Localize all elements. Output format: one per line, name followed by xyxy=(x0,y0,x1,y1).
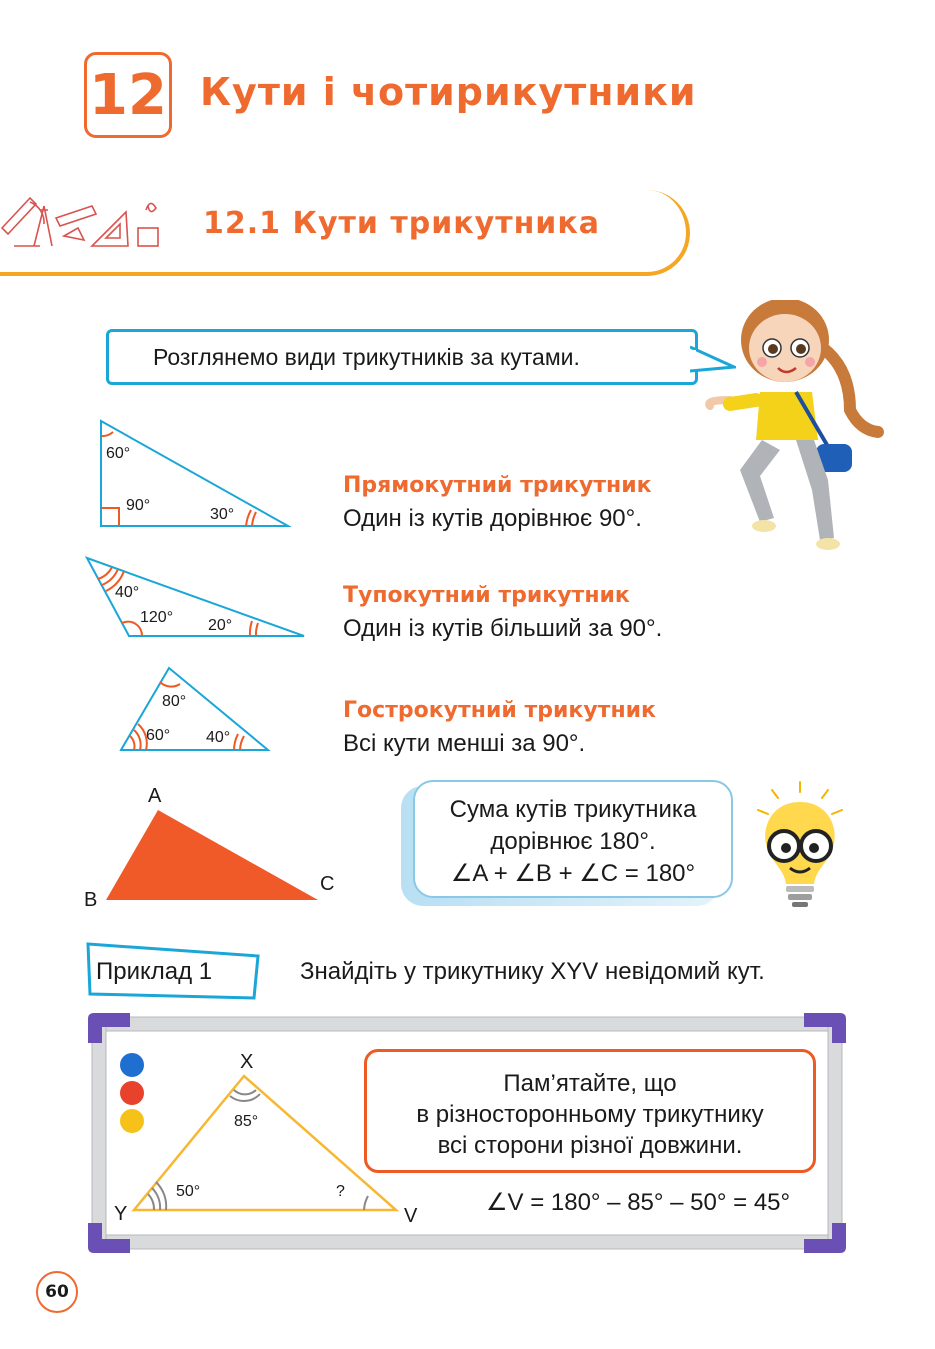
sum-rule-line: Сума кутів трикутника xyxy=(449,796,697,823)
intro-speech-bubble xyxy=(106,329,698,385)
chapter-number: 12 xyxy=(89,62,167,128)
angle-x-label: 85° xyxy=(234,1113,259,1130)
right-triangle-diagram xyxy=(96,416,296,532)
angle-label: 30° xyxy=(210,506,235,523)
abc-triangle-diagram xyxy=(80,782,340,912)
angle-label: 60° xyxy=(106,445,131,462)
note-line: в різносторонньому трикутнику xyxy=(416,1101,764,1128)
vertex-v-label: V xyxy=(404,1205,418,1227)
remember-note xyxy=(364,1049,816,1173)
sum-rule-line: дорівнює 180°. xyxy=(490,828,656,855)
geometry-tools-icon xyxy=(0,188,170,258)
obtuse-triangle-title: Тупокутний трикутник xyxy=(343,583,630,608)
angle-label: 40° xyxy=(206,729,231,746)
lightbulb-icon xyxy=(752,780,848,910)
intro-text: Розглянемо види трикутників за кутами. xyxy=(153,343,580,370)
angle-label: 40° xyxy=(115,584,140,601)
solution-equation: ∠V = 180° – 85° – 50° = 45° xyxy=(486,1189,791,1216)
acute-triangle-description: Всі кути менші за 90°. xyxy=(343,730,586,757)
sum-rule-formula: ∠A + ∠B + ∠C = 180° xyxy=(450,860,696,887)
example-task: Знайдіть у трикутнику XYV невідомий кут. xyxy=(300,958,765,985)
obtuse-triangle-description: Один із кутів більший за 90°. xyxy=(343,615,663,642)
example-label: Приклад 1 xyxy=(96,958,213,985)
chapter-title: Кути і чотирикутники xyxy=(200,70,697,114)
obtuse-triangle-diagram xyxy=(84,555,310,641)
vertex-a-label: A xyxy=(148,785,162,807)
page-number xyxy=(36,1271,78,1313)
section-title: 12.1 Кути трикутника xyxy=(203,206,600,241)
girl-illustration xyxy=(700,300,900,570)
acute-triangle-title: Гострокутний трикутник xyxy=(343,698,656,723)
page-number-text: 60 xyxy=(45,1282,69,1302)
angle-y-label: 50° xyxy=(176,1183,201,1200)
vertex-b-label: B xyxy=(84,889,98,911)
note-line: Пам’ятайте, що xyxy=(503,1070,677,1097)
right-triangle-title: Прямокутний трикутник xyxy=(343,473,652,498)
vertex-y-label: Y xyxy=(114,1203,128,1225)
note-line: всі сторони різної довжини. xyxy=(437,1132,743,1159)
acute-triangle-diagram xyxy=(116,664,274,754)
angle-label: 90° xyxy=(126,497,151,514)
angle-label: 60° xyxy=(146,727,171,744)
sum-rule-box xyxy=(413,780,733,898)
vertex-c-label: C xyxy=(320,873,335,895)
angle-label: 120° xyxy=(140,609,174,626)
chapter-number-box xyxy=(84,52,172,138)
right-triangle-description: Один із кутів дорівнює 90°. xyxy=(343,505,642,532)
angle-label: 80° xyxy=(162,693,187,710)
angle-v-label: ? xyxy=(336,1183,345,1200)
angle-label: 20° xyxy=(208,617,233,634)
vertex-x-label: X xyxy=(240,1051,254,1073)
